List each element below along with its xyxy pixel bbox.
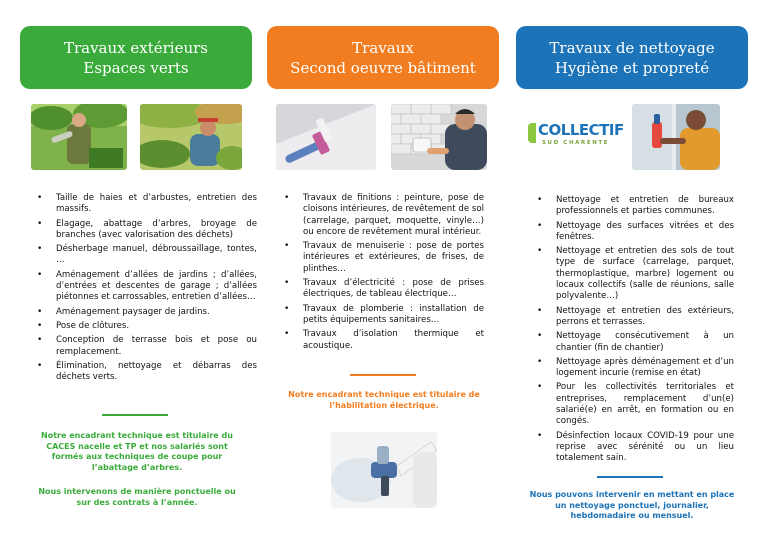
list-item: • Taille de haies et d’arbustes, entretien des massifs. bbox=[28, 193, 257, 216]
list-item: • Travaux de menuiserie : pose de portes intérieures et extérieures, de frises, de plinthes… bbox=[275, 241, 484, 275]
logo-sub-text: SUD CHARENTE bbox=[542, 140, 610, 146]
list-item: • Nettoyage et entretien de bureaux professionnels et parties communes. bbox=[528, 195, 734, 218]
service-list-nettoyage bbox=[528, 195, 734, 468]
list-item: • Nettoyage après déménagement et d’un logement incurie (remise en état) bbox=[528, 357, 734, 380]
header-espaces-verts bbox=[20, 26, 252, 89]
list-item: • Élimination, nettoyage et débarras des déchets verts. bbox=[28, 361, 257, 384]
header-nettoyage bbox=[516, 26, 748, 89]
list-item: • Travaux d’électricité : pose de prises électriques, de tableau électrique… bbox=[275, 278, 484, 301]
header-title-line2: Hygiène et propreté bbox=[554, 58, 710, 77]
logo-main-text: COLLECTIF bbox=[538, 121, 624, 139]
list-item: • Nettoyage et entretien des extérieurs, perrons et terrasses. bbox=[528, 306, 734, 329]
list-item: • Elagage, abattage d’arbres, broyage de branches (avec valorisation des déchets) bbox=[28, 219, 257, 242]
spray-painting-photo bbox=[331, 432, 437, 508]
list-item: • Travaux d’isolation thermique et acoustique. bbox=[275, 329, 484, 352]
header-second-oeuvre bbox=[267, 26, 499, 89]
column-espaces-verts bbox=[20, 0, 270, 547]
list-item: • Aménagement paysager de jardins. bbox=[28, 307, 257, 318]
list-item: • Pose de clôtures. bbox=[28, 321, 257, 332]
list-item: • Désinfection locaux COVID-19 pour une reprise avec sérénité ou un lieu totalement sain. bbox=[528, 431, 734, 465]
divider bbox=[597, 476, 663, 478]
contract-note: Nous intervenons de manière ponctuelle ou sur des contrats à l’année. bbox=[38, 487, 236, 507]
list-item: • Nettoyage consécutivement à un chantier (fin de chantier) bbox=[528, 331, 734, 354]
garden-work-photo bbox=[140, 104, 242, 170]
collectif-logo bbox=[528, 121, 624, 155]
list-item: • Nettoyage des surfaces vitrées et des fenêtres. bbox=[528, 221, 734, 244]
hedge-trimming-photo bbox=[31, 104, 127, 170]
list-item: • Pour les collectivités territoriales et entreprises, remplacement d’un(e) salarié(e) en arrêt, en formation ou en congés. bbox=[528, 382, 734, 427]
divider bbox=[102, 414, 168, 416]
list-item: • Travaux de plomberie : installation de petits équipements sanitaires… bbox=[275, 304, 484, 327]
habilitation-note: Notre encadrant technique est titulaire de l’habilitation électrique. bbox=[288, 390, 480, 410]
electrician-photo bbox=[391, 104, 487, 170]
list-item: • Désherbage manuel, débroussaillage, tontes, … bbox=[28, 244, 257, 267]
column-second-oeuvre bbox=[267, 0, 517, 547]
header-title-line1: Travaux bbox=[352, 38, 414, 57]
certification-note: Notre encadrant technique est titulaire du CACES nacelle et TP et nos salariés sont formés aux techniques de coupe pour l’abattage d’arbres. bbox=[41, 431, 233, 472]
service-list-second-oeuvre bbox=[275, 193, 484, 355]
service-list-espaces-verts bbox=[28, 193, 257, 386]
column-nettoyage bbox=[516, 0, 766, 547]
list-item: • Aménagement d’allées de jardins ; d’allées, d’entrées et descentes de garage ; d’allées piétonnes et carrossables, entretien d’allées… bbox=[28, 270, 257, 304]
divider bbox=[350, 374, 416, 376]
list-item: • Travaux de finitions : peinture, pose de cloisons intérieures, de revêtement de sol (carrelage, parquet, moquette, vinyle…) ou encore de revêtement mural intérieur. bbox=[275, 193, 484, 238]
frequency-note: Nous pouvons intervenir en mettant en place un nettoyage ponctuel, journalier, hebdomadaire ou mensuel. bbox=[529, 490, 735, 520]
list-item: • Nettoyage et entretien des sols de tout type de surface (carrelage, parquet, thermoplastique, marbre) logement ou locaux collectifs (salle de réunions, salle polyvalente…) bbox=[528, 246, 734, 302]
header-title-line2: Second oeuvre bâtiment bbox=[290, 58, 476, 77]
wall-painting-photo bbox=[276, 104, 376, 170]
list-item: • Conception de terrasse bois et pose ou remplacement. bbox=[28, 335, 257, 358]
header-title-line1: Travaux extérieurs bbox=[63, 38, 209, 57]
header-title-line2: Espaces verts bbox=[83, 58, 189, 77]
header-title-line1: Travaux de nettoyage bbox=[549, 38, 715, 57]
window-cleaning-photo bbox=[632, 104, 720, 170]
